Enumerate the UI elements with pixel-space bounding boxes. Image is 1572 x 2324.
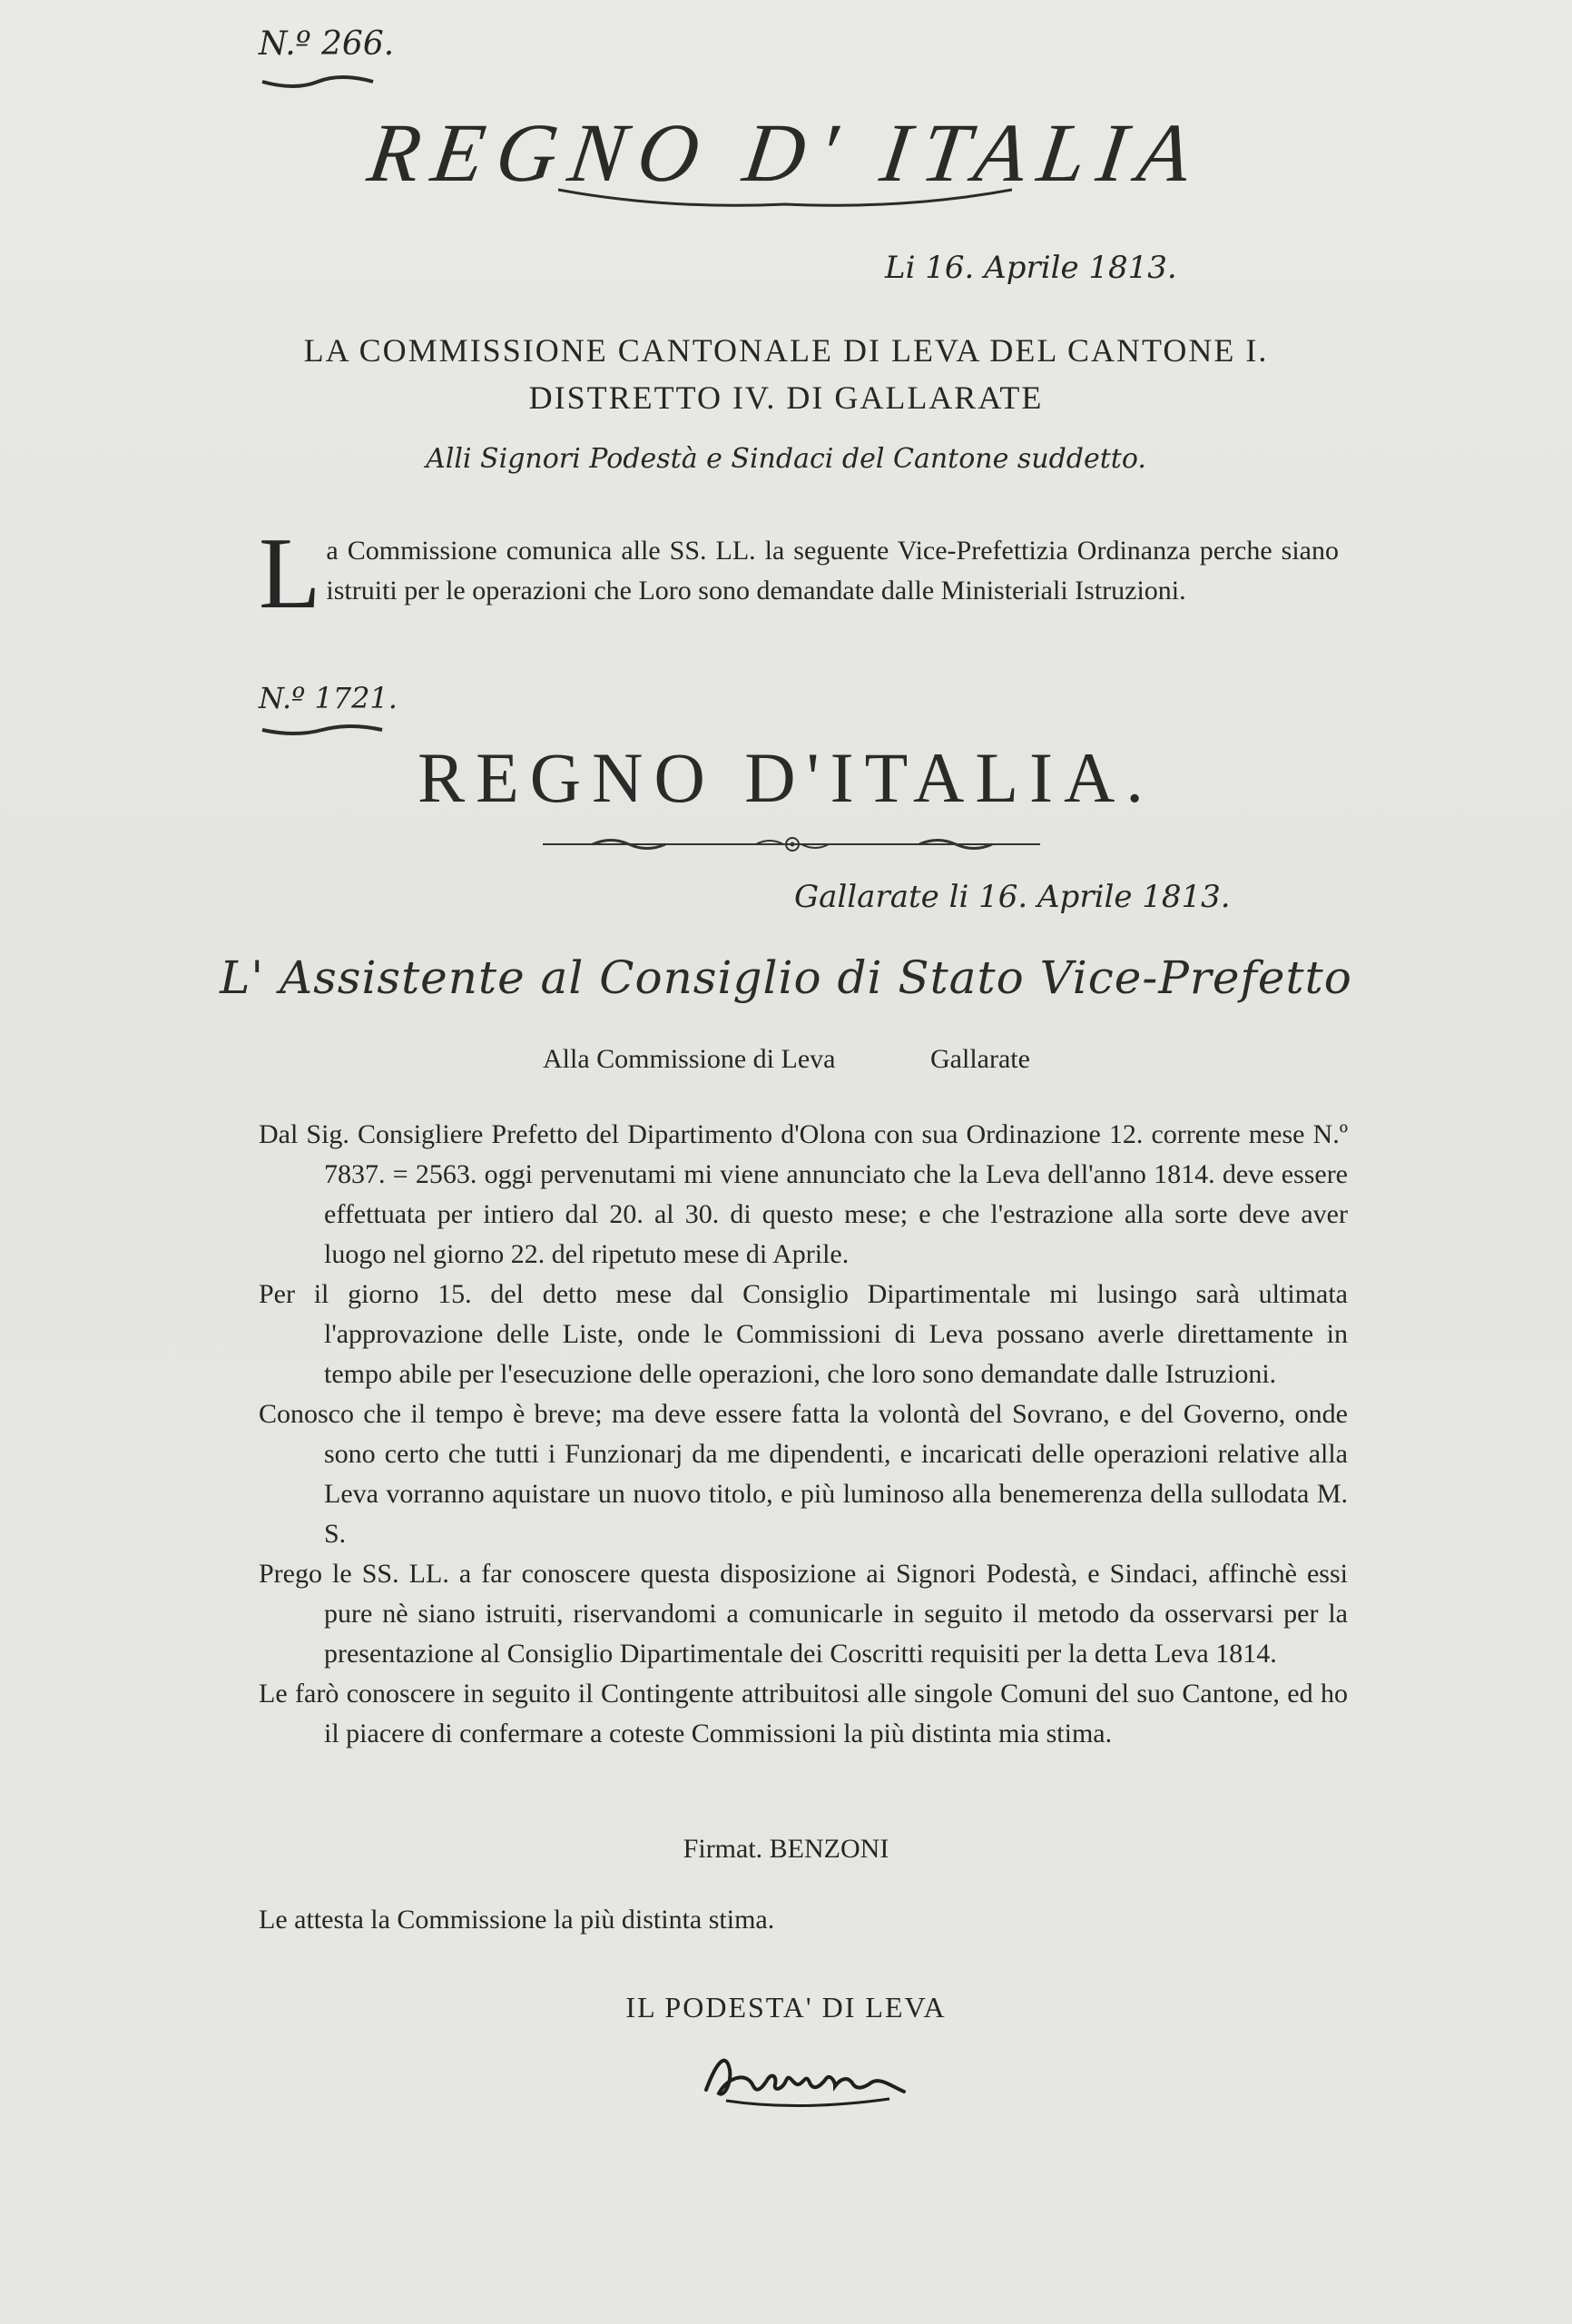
number-flourish [259, 71, 377, 98]
commission-line-1: LA COMMISSIONE CANTONALE DI LEVA DEL CANTONE I. [303, 332, 1269, 369]
title-underline-flourish [558, 186, 1012, 213]
page-title: REGNO D' ITALIA [362, 106, 1210, 199]
ordinance-recipient-place: Gallarate [930, 1044, 1030, 1074]
ordinance-paragraph: Per il giorno 15. del detto mese dal Consiglio Dipartimentale mi lusingo sarà ultimata l'approvazione delle Liste, onde le Commissioni di Leva possano averle direttamente in tempo abile per l'esecuzione delle operazioni, che loro sono demandate dalle Istruzioni. [259, 1279, 1348, 1389]
ordinance-paragraph: Le farò conoscere in seguito il Contingente attribuitosi alle singole Comuni del suo Cantone, ed ho il piacere di confermare a coteste Commissioni la più distinta mia stima. [259, 1679, 1348, 1748]
ordinance-recipient: Alla Commissione di Leva [543, 1044, 836, 1074]
signed-by: Firmat. BENZONI [683, 1834, 889, 1864]
addressee: Alli Signori Podestà e Sindaci del Cantone suddetto. [426, 443, 1146, 475]
ordinance-title-ornament [543, 833, 1042, 855]
ordinance-issuer: L' Assistente al Consiglio di Stato Vice-Prefetto [220, 951, 1352, 1004]
intro-paragraph [259, 517, 1339, 630]
closing-attestation: Le attesta la Commissione la più distinta stima. [259, 1905, 775, 1935]
podesta-title: IL PODESTA' DI LEVA [625, 1991, 947, 2024]
ordinance-paragraph: Conosco che il tempo è breve; ma deve essere fatta la volontà del Sovrano, e del Governo, onde sono certo che tutti i Funzionarj da me dipendenti, e incaricati delle operazioni relative alla Leva vorranno aquistare un nuovo titolo, e più luminoso alla benemerenza della sullodata M. S. [259, 1399, 1348, 1549]
ordinance-title: REGNO D'ITALIA. [418, 738, 1154, 817]
issue-date: Li 16. Aprile 1813. [885, 250, 1177, 286]
handwritten-signature [699, 2034, 908, 2115]
commission-line-2: DISTRETTO IV. DI GALLARATE [528, 379, 1044, 416]
ordinance-body [259, 1115, 1348, 1754]
commission-heading [0, 327, 1572, 421]
drop-cap: L [259, 517, 321, 630]
ordinance-paragraph: Dal Sig. Consigliere Prefetto del Dipartimento d'Olona con sua Ordinazione 12. corrente mese N.º 7837. = 2563. oggi pervenutami mi viene annunciato che la Leva dell'anno 1814. deve essere effettuata per intiero dal 20. al 30. di questo mese; e che l'estrazione alla sorte deve aver luogo nel giorno 22. del ripetuto mese di Aprile. [259, 1119, 1348, 1269]
ordinance-paragraph: Prego le SS. LL. a far conoscere questa disposizione ai Signori Podestà, e Sindaci, affinchè essi pure nè siano istruiti, riservandomi a comunicarle in seguito il metodo da osservarsi per la presentazione al Consiglio Dipartimentale dei Coscritti requisiti per la detta Leva 1814. [259, 1559, 1348, 1669]
intro-text: a Commissione comunica alle SS. LL. la seguente Vice-Prefettizia Ordinanza perche siano istruiti per le operazioni che Loro sono demandate dalle Ministeriali Istruzioni. [326, 536, 1339, 606]
ordinance-date: Gallarate li 16. Aprile 1813. [794, 879, 1231, 915]
document-number: N.º 266. [259, 25, 395, 63]
ordinance-number: N.º 1721. [259, 681, 398, 715]
